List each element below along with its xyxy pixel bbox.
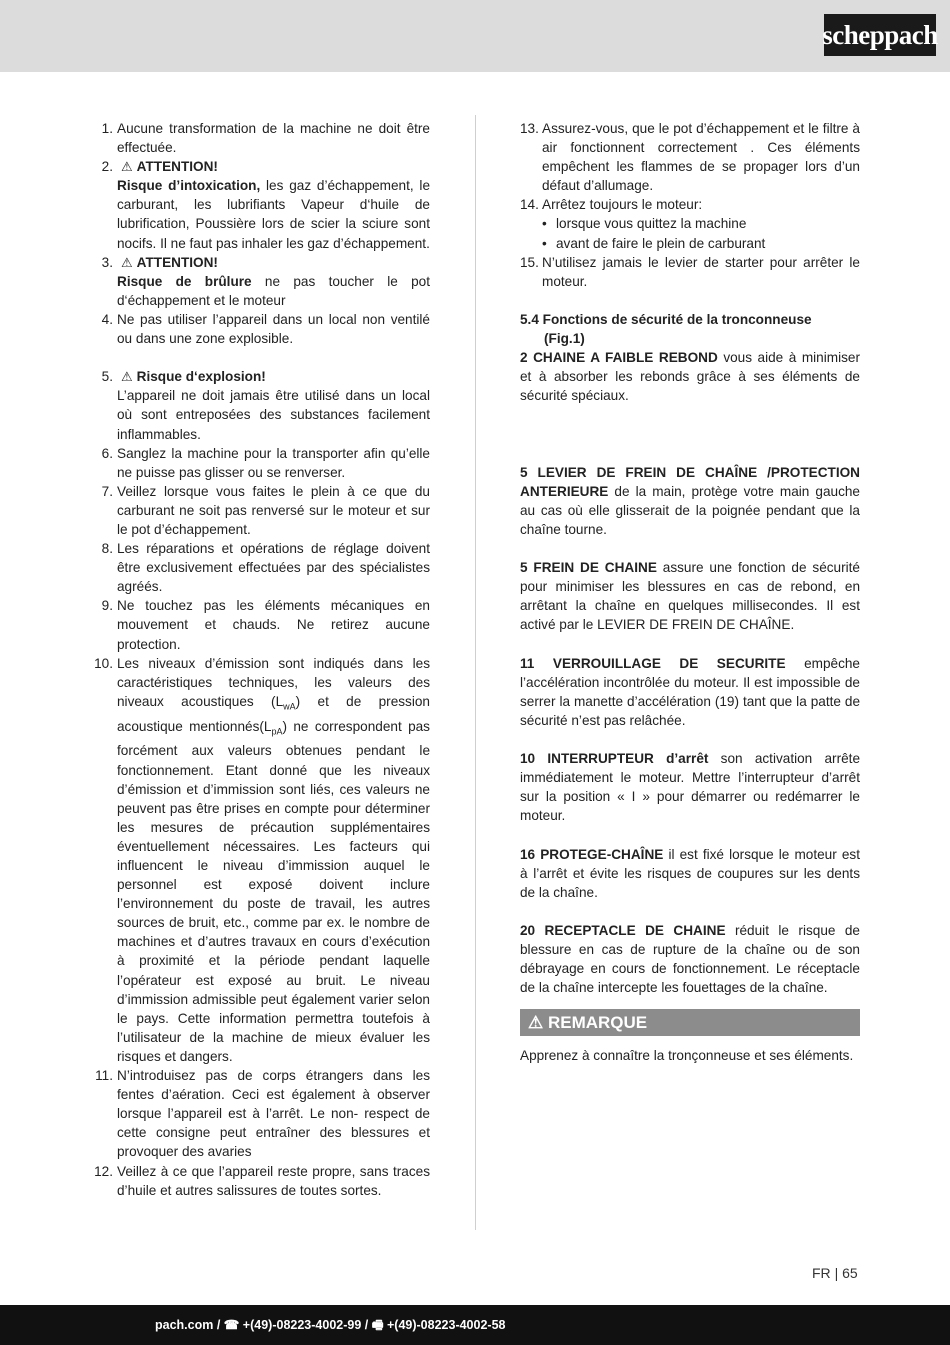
list-item: 1. Aucune transformation de la machine ne doit être effectuée. bbox=[101, 121, 430, 156]
list-item: 3. ⚠ ATTENTION! Risque de brûlure ne pas toucher le pot d‘échappement et le moteur bbox=[101, 254, 430, 308]
warning-icon: ⚠ bbox=[121, 369, 133, 385]
list-item: 13. Assurez-vous, que le pot d’échappement et le filtre à air fonctionnent correctement . Ces éléments empêchent les flammes de se propager lors d’un défaut d’allumage. bbox=[520, 121, 860, 194]
right-column bbox=[520, 119, 860, 1065]
paragraph: 16 PROTEGE-CHAÎNE il est fixé lorsque le moteur est à l’arrêt et évite les risques de coupures sur les dents de la chaîne. bbox=[520, 846, 860, 900]
list-item: 14. Arrêtez toujours le moteur: bbox=[520, 197, 703, 213]
list-item: 8. Les réparations et opérations de réglage doivent être exclusivement effectuées par des spécialistes agréés. bbox=[101, 541, 430, 595]
page-header bbox=[0, 0, 950, 72]
brand-logo: scheppach bbox=[824, 14, 936, 56]
warning-icon: ⚠ bbox=[528, 1013, 548, 1033]
section-heading: 5.4 Fonctions de sécurité de la tronconneuse bbox=[520, 311, 812, 327]
list-item: 11. N’introduisez pas de corps étrangers dans les fentes d’aération. Ceci est également à observer lorsque l’appareil est à l’arrêt. Le non- respect de cette consigne peut entraîner des blessures et provoquer des avaries bbox=[95, 1068, 430, 1160]
column-divider bbox=[475, 115, 476, 1230]
footer-contact: pach.com / ☎ +(49)-08223-4002-99 / 🖷 +(49)-08223-4002-58 bbox=[155, 1318, 506, 1332]
list-item: 15. N’utilisez jamais le levier de starter pour arrêter le moteur. bbox=[520, 254, 860, 289]
list-item: 4. Ne pas utiliser l’appareil dans un local non ventilé ou dans une zone explosible. bbox=[101, 311, 430, 347]
list-item: 10. Les niveaux d’émission sont indiqués dans les caractéristiques techniques, les valeurs des niveaux acoustiques $(L_{wA})$ et de pression acoustique $mentionnés(L_{pA})$ ne correspondent pas forcément aux valeurs obtenues pendant le fonctionnement. Etant donné que les niveaux d’émission et d’immission sont liés, ces valeurs ne peuvent pas être prises en compte pour déterminer les mesures de précaution supplémentaires éventuellement nécessaires. Les facteurs qui influencent le niveau d’immission auquel le personnel est exposé doivent inclure l’environnement du poste de travail, les autres sources de bruit, etc., comme par ex. le nombre de machines et d’autres travaux en cours d’exécution à proximité et la période pendant laquelle l’opérateur est exposé au bruit. Le niveau d’immission admissible peut également varier selon le pays. Cette information permettra toutefois à l’utilisateur de la machine de mieux évaluer les risques et dangers. bbox=[94, 655, 430, 1064]
paragraph: 20 RECEPTACLE DE CHAINE réduit le risque de blessure en cas de rupture de la chaîne ou de son débrayage en cours de fonctionnement. Le réceptacle de la chaîne intercepte les fouettages de la chaîne. bbox=[520, 922, 860, 996]
warning-icon: ⚠ bbox=[121, 159, 133, 175]
page-number: FR | 65 bbox=[812, 1265, 858, 1281]
figure-reference: (Fig.1) bbox=[544, 331, 585, 347]
bullet-item: • lorsque vous quittez la machine bbox=[542, 214, 860, 233]
paragraph: 5 LEVIER DE FREIN DE CHAÎNE /PROTECTION ANTERIEURE de la main, protège votre main gauche au cas où elle glisserait de la poignée pendant que la chaîne tourne. bbox=[520, 464, 860, 537]
paragraph: 5 FREIN DE CHAINE assure une fonction de sécurité pour minimiser les blessures en cas de rebond, en arrêtant la chaîne en quelques millisecondes. Il est activé par le LEVIER DE FREIN DE CHAÎNE. bbox=[520, 560, 860, 633]
list-item: 5. ⚠ Risque d‘explosion! L’appareil ne doit jamais être utilisé dans un local où sont entreposées des substances facilement inflammables. bbox=[101, 369, 430, 442]
list-item: 12. Veillez à ce que l’appareil reste propre, sans traces d’huile et autres salissures de toutes sortes. bbox=[94, 1163, 430, 1198]
bullet-list bbox=[520, 214, 860, 252]
warning-icon: ⚠ bbox=[121, 254, 133, 270]
page-footer bbox=[0, 1305, 950, 1345]
bullet-item: • avant de faire le plein de carburant bbox=[542, 234, 860, 253]
paragraph: 11 VERROUILLAGE DE SECURITE empêche l’accélération incontrôlée du moteur. Il est impossible de serrer la manette d’accélération (19) tant que la patte de sécurité n’est pas relâchée. bbox=[520, 655, 860, 728]
paragraph: 10 INTERRUPTEUR d’arrêt son activation arrête immédiatement le moteur. Mettre l’interrupteur d’arrêt sur la position « I » pour démarrer ou redémarrer le moteur. bbox=[520, 751, 860, 824]
list-item: 6. Sanglez la machine pour la transporter afin qu’elle ne puisse pas glisser ou se renverser. bbox=[101, 445, 430, 480]
paragraph: 2 CHAINE A FAIBLE REBOND vous aide à minimiser et à absorber les rebonds grâce à ses éléments de sécurité spéciaux. bbox=[520, 350, 860, 404]
list-item: 2. ⚠ ATTENTION! Risque d’intoxication, les gaz d’échappement, le carburant, les lubrifiants Vapeur d‘huile de lubrification, Poussière lors de scier la sciure sont nocifs. Il ne faut pas inhaler les gaz d’échappement. bbox=[101, 159, 431, 251]
list-item: 7. Veillez lorsque vous faites le plein à ce que du carburant ne soit pas renversé sur le moteur et sur le pot d’échappement. bbox=[101, 483, 430, 537]
left-column bbox=[90, 119, 430, 1200]
remarque-text: Apprenez à connaître la tronçonneuse et ses éléments. bbox=[520, 1048, 854, 1064]
list-item: 9. Ne touchez pas les éléments mécaniques en mouvement et chauds. Ne retirez aucune protection. bbox=[101, 598, 430, 652]
remarque-banner: ⚠ REMARQUE bbox=[520, 1009, 860, 1036]
